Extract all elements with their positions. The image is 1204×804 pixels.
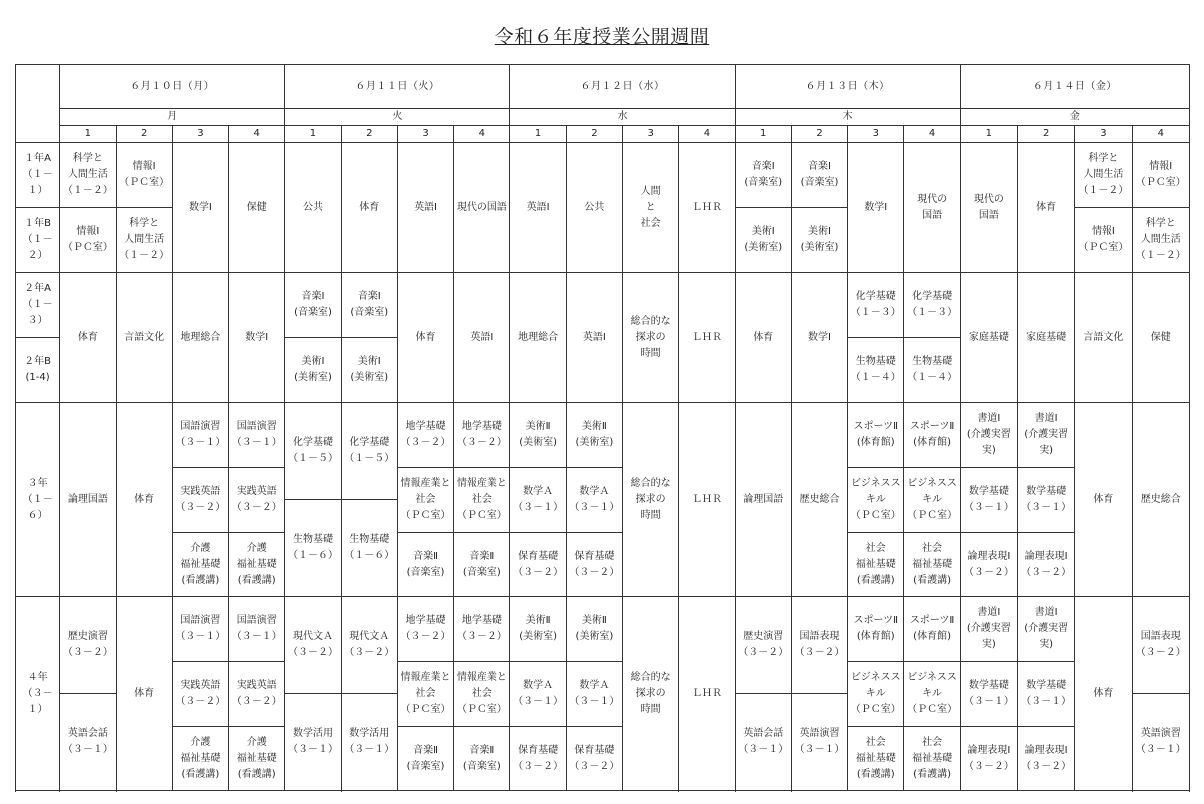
lesson-cell: スポーツⅡ (体育館): [904, 403, 960, 468]
lesson-cell: 地学基礎 （３－２）: [454, 403, 510, 468]
lesson-cell: 保健: [229, 143, 285, 273]
lesson-cell: 数学基礎 （３－１）: [960, 662, 1017, 727]
lesson-cell: 情報産業と 社会 （ＰＣ室）: [397, 468, 453, 533]
period-number: 4: [229, 126, 285, 143]
lesson-cell: 社会 福祉基礎 (看護講): [848, 533, 904, 597]
lesson-cell: ＬＨＲ: [679, 273, 735, 403]
period-number: 4: [454, 126, 510, 143]
lesson-cell: 音楽Ⅱ (音楽室): [454, 533, 510, 597]
lesson-cell: 体育: [1075, 403, 1132, 597]
period-number: 4: [1132, 126, 1189, 143]
day-header: ６月１０日（月）: [60, 65, 285, 109]
lesson-cell: 科学と 人間生活 （１－２）: [1075, 143, 1132, 208]
lesson-cell: ＬＨＲ: [679, 597, 735, 791]
lesson-cell: 現代文Ａ （３－２）: [341, 597, 397, 694]
lesson-cell: 社会 福祉基礎 (看護講): [904, 533, 960, 597]
lesson-cell: 実践英語 （３－２）: [229, 468, 285, 533]
lesson-cell: 音楽Ⅰ (音楽室): [791, 143, 847, 208]
lesson-cell: 保健: [1132, 273, 1189, 403]
lesson-cell: 地理総合: [172, 273, 228, 403]
period-number: 1: [735, 126, 791, 143]
lesson-cell: 歴史総合: [1132, 403, 1189, 597]
period-number: 1: [510, 126, 566, 143]
period-number: 2: [791, 126, 847, 143]
lesson-cell: 体育: [341, 143, 397, 273]
lesson-cell: 数学Ａ （３－１）: [566, 662, 622, 727]
period-number: 1: [60, 126, 116, 143]
lesson-cell: 科学と 人間生活 （１－２）: [60, 143, 116, 208]
lesson-cell: 化学基礎 （１－３）: [904, 273, 960, 338]
day-header: ６月１２日（水）: [510, 65, 735, 109]
lesson-cell: 体育: [116, 597, 172, 791]
period-number: 2: [1018, 126, 1075, 143]
lesson-cell: 情報Ⅰ （ＰＣ室）: [116, 143, 172, 208]
lesson-cell: 美術Ⅱ (美術室): [510, 597, 566, 662]
lesson-cell: 体育: [1018, 143, 1075, 273]
lesson-cell: 現代文Ａ （３－２）: [285, 597, 341, 694]
lesson-cell: 英語Ⅰ: [454, 273, 510, 403]
timetable: [15, 64, 1190, 791]
weekday-label: 火: [285, 109, 510, 126]
lesson-cell: 英語演習 （３－１）: [791, 694, 847, 791]
lesson-cell: 歴史演習 （３－２）: [60, 597, 116, 694]
lesson-cell: ビジネスス キル （ＰＣ室）: [848, 468, 904, 533]
lesson-cell: 実践英語 （３－２）: [229, 662, 285, 727]
lesson-cell: 公共: [566, 143, 622, 273]
lesson-cell: ビジネスス キル （ＰＣ室）: [848, 662, 904, 727]
lesson-cell: 実践英語 （３－２）: [172, 468, 228, 533]
lesson-cell: 美術Ⅱ (美術室): [510, 403, 566, 468]
lesson-cell: スポーツⅡ (体育館): [904, 597, 960, 662]
lesson-cell: 音楽Ⅰ (音楽室): [735, 143, 791, 208]
day-header: ６月１３日（木）: [735, 65, 960, 109]
lesson-cell: 体育: [60, 273, 116, 403]
weekday-label: 金: [960, 109, 1189, 126]
period-number: 4: [679, 126, 735, 143]
lesson-cell: ＬＨＲ: [679, 403, 735, 597]
lesson-cell: ビジネスス キル （ＰＣ室）: [904, 662, 960, 727]
lesson-cell: ＬＨＲ: [679, 143, 735, 273]
lesson-cell: 音楽Ⅰ (音楽室): [341, 273, 397, 338]
lesson-cell: 数学Ａ （３－１）: [510, 468, 566, 533]
lesson-cell: 数学基礎 （３－１）: [1018, 468, 1075, 533]
period-number: 3: [1075, 126, 1132, 143]
class-label: ２年A （１－３）: [16, 273, 60, 338]
lesson-cell: 数学活用 （３－１）: [341, 694, 397, 791]
lesson-cell: 現代の 国語: [904, 143, 960, 273]
lesson-cell: 介護 福祉基礎 (看護講): [172, 727, 228, 791]
lesson-cell: 英語Ⅰ: [566, 273, 622, 403]
period-number: 3: [623, 126, 679, 143]
lesson-cell: 書道Ⅰ (介護実習 実): [960, 403, 1017, 468]
lesson-cell: 論理表現Ⅰ （３－２）: [960, 727, 1017, 791]
lesson-cell: 家庭基礎: [1018, 273, 1075, 403]
lesson-cell: 生物基礎 （１－６）: [341, 500, 397, 597]
lesson-cell: 科学と 人間生活 （１－２）: [1132, 208, 1189, 273]
period-number: 4: [904, 126, 960, 143]
lesson-cell: 化学基礎 （１－３）: [848, 273, 904, 338]
lesson-cell: 情報Ⅰ （ＰＣ室）: [1075, 208, 1132, 273]
lesson-cell: スポーツⅡ (体育館): [848, 403, 904, 468]
lesson-cell: 科学と 人間生活 （１－２）: [116, 208, 172, 273]
lesson-cell: 歴史演習 （３－２）: [735, 597, 791, 694]
period-number: 2: [341, 126, 397, 143]
lesson-cell: 現代の国語: [454, 143, 510, 273]
lesson-cell: 体育: [1075, 597, 1132, 791]
lesson-cell: 国語演習 （３－１）: [229, 403, 285, 468]
lesson-cell: 情報Ⅰ （ＰＣ室）: [60, 208, 116, 273]
lesson-cell: 論理表現Ⅰ （３－２）: [1018, 727, 1075, 791]
class-label: ３年 （１－６）: [16, 403, 60, 597]
lesson-cell: 国語演習 （３－１）: [229, 597, 285, 662]
lesson-cell: 数学Ⅰ: [172, 143, 228, 273]
lesson-cell: 社会 福祉基礎 (看護講): [848, 727, 904, 791]
lesson-cell: 英語会話 （３－１）: [735, 694, 791, 791]
lesson-cell: 体育: [397, 273, 453, 403]
lesson-cell: 数学Ａ （３－１）: [510, 662, 566, 727]
lesson-cell: 美術Ⅰ (美術室): [285, 338, 341, 403]
lesson-cell: 保育基礎 （３－２）: [510, 727, 566, 791]
period-number: 3: [172, 126, 228, 143]
lesson-cell: スポーツⅡ (体育館): [848, 597, 904, 662]
lesson-cell: 情報Ⅰ （ＰＣ室）: [1132, 143, 1189, 208]
lesson-cell: 国語表現 （３－２）: [1132, 597, 1189, 694]
lesson-cell: 数学Ⅰ: [791, 273, 847, 403]
lesson-cell: 美術Ⅰ (美術室): [791, 208, 847, 273]
lesson-cell: 体育: [735, 273, 791, 403]
lesson-cell: 実践英語 （３－２）: [172, 662, 228, 727]
lesson-cell: 書道Ⅰ (介護実習 実): [1018, 403, 1075, 468]
lesson-cell: 数学基礎 （３－１）: [1018, 662, 1075, 727]
lesson-cell: 情報産業と 社会 （ＰＣ室）: [454, 468, 510, 533]
lesson-cell: 英語会話 （３－１）: [60, 694, 116, 791]
lesson-cell: 美術Ⅰ (美術室): [735, 208, 791, 273]
lesson-cell: 介護 福祉基礎 (看護講): [172, 533, 228, 597]
lesson-cell: 国語表現 （３－２）: [791, 597, 847, 694]
lesson-cell: 音楽Ⅱ (音楽室): [454, 727, 510, 791]
lesson-cell: 音楽Ⅱ (音楽室): [397, 533, 453, 597]
lesson-cell: 総合的な 探求の 時間: [623, 403, 679, 597]
lesson-cell: ビジネスス キル （ＰＣ室）: [904, 468, 960, 533]
lesson-cell: 論理表現Ⅰ （３－２）: [960, 533, 1017, 597]
lesson-cell: 数学Ⅰ: [848, 143, 904, 273]
lesson-cell: 英語演習 （３－１）: [1132, 694, 1189, 791]
lesson-cell: 保育基礎 （３－２）: [566, 533, 622, 597]
period-number: 3: [848, 126, 904, 143]
lesson-cell: 論理表現Ⅰ （３－２）: [1018, 533, 1075, 597]
period-number: 1: [285, 126, 341, 143]
lesson-cell: 地学基礎 （３－２）: [397, 403, 453, 468]
lesson-cell: 社会 福祉基礎 (看護講): [904, 727, 960, 791]
period-number: 1: [960, 126, 1017, 143]
lesson-cell: 公共: [285, 143, 341, 273]
lesson-cell: 生物基礎 （１－４）: [848, 338, 904, 403]
period-number: 2: [116, 126, 172, 143]
lesson-cell: 論理国語: [60, 403, 116, 597]
lesson-cell: 言語文化: [116, 273, 172, 403]
lesson-cell: 家庭基礎: [960, 273, 1017, 403]
lesson-cell: 英語Ⅰ: [510, 143, 566, 273]
lesson-cell: 生物基礎 （１－４）: [904, 338, 960, 403]
class-label: ４年 （３－１）: [16, 597, 60, 791]
class-label: ２年B (1-4): [16, 338, 60, 403]
lesson-cell: 英語Ⅰ: [397, 143, 453, 273]
weekday-label: 水: [510, 109, 735, 126]
lesson-cell: 音楽Ⅰ (音楽室): [285, 273, 341, 338]
lesson-cell: 介護 福祉基礎 (看護講): [229, 533, 285, 597]
lesson-cell: 人間 と 社会: [623, 143, 679, 273]
lesson-cell: 総合的な 探求の 時間: [623, 597, 679, 791]
lesson-cell: 保育基礎 （３－２）: [566, 727, 622, 791]
weekday-label: 月: [60, 109, 285, 126]
lesson-cell: 地学基礎 （３－２）: [397, 597, 453, 662]
lesson-cell: 数学基礎 （３－１）: [960, 468, 1017, 533]
weekday-label: 木: [735, 109, 960, 126]
page-title: 令和６年度授業公開週間: [494, 26, 710, 48]
lesson-cell: 地理総合: [510, 273, 566, 403]
corner-cell: [16, 65, 60, 143]
class-label: １年B （１－２）: [16, 208, 60, 273]
lesson-cell: 論理国語: [735, 403, 791, 597]
day-header: ６月１４日（金）: [960, 65, 1189, 109]
lesson-cell: 数学Ａ （３－１）: [566, 468, 622, 533]
lesson-cell: 化学基礎 （１－５）: [285, 403, 341, 500]
lesson-cell: 生物基礎 （１－６）: [285, 500, 341, 597]
lesson-cell: 書道Ⅰ (介護実習 実): [1018, 597, 1075, 662]
period-number: 3: [397, 126, 453, 143]
lesson-cell: 化学基礎 （１－５）: [341, 403, 397, 500]
lesson-cell: 総合的な 探求の 時間: [623, 273, 679, 403]
lesson-cell: 体育: [116, 403, 172, 597]
lesson-cell: 地学基礎 （３－２）: [454, 597, 510, 662]
class-label: １年A （１－１）: [16, 143, 60, 208]
day-header: ６月１１日（火）: [285, 65, 510, 109]
lesson-cell: 数学Ⅰ: [229, 273, 285, 403]
lesson-cell: 国語演習 （３－１）: [172, 597, 228, 662]
lesson-cell: 国語演習 （３－１）: [172, 403, 228, 468]
lesson-cell: 美術Ⅱ (美術室): [566, 403, 622, 468]
lesson-cell: 現代の 国語: [960, 143, 1017, 273]
lesson-cell: 書道Ⅰ (介護実習 実): [960, 597, 1017, 662]
lesson-cell: 介護 福祉基礎 (看護講): [229, 727, 285, 791]
lesson-cell: 情報産業と 社会 （ＰＣ室）: [454, 662, 510, 727]
lesson-cell: 音楽Ⅱ (音楽室): [397, 727, 453, 791]
lesson-cell: 情報産業と 社会 （ＰＣ室）: [397, 662, 453, 727]
lesson-cell: 美術Ⅱ (美術室): [566, 597, 622, 662]
lesson-cell: 数学活用 （３－１）: [285, 694, 341, 791]
lesson-cell: 保育基礎 （３－２）: [510, 533, 566, 597]
lesson-cell: 美術Ⅰ (美術室): [341, 338, 397, 403]
lesson-cell: 歴史総合: [791, 403, 847, 597]
period-number: 2: [566, 126, 622, 143]
lesson-cell: 言語文化: [1075, 273, 1132, 403]
